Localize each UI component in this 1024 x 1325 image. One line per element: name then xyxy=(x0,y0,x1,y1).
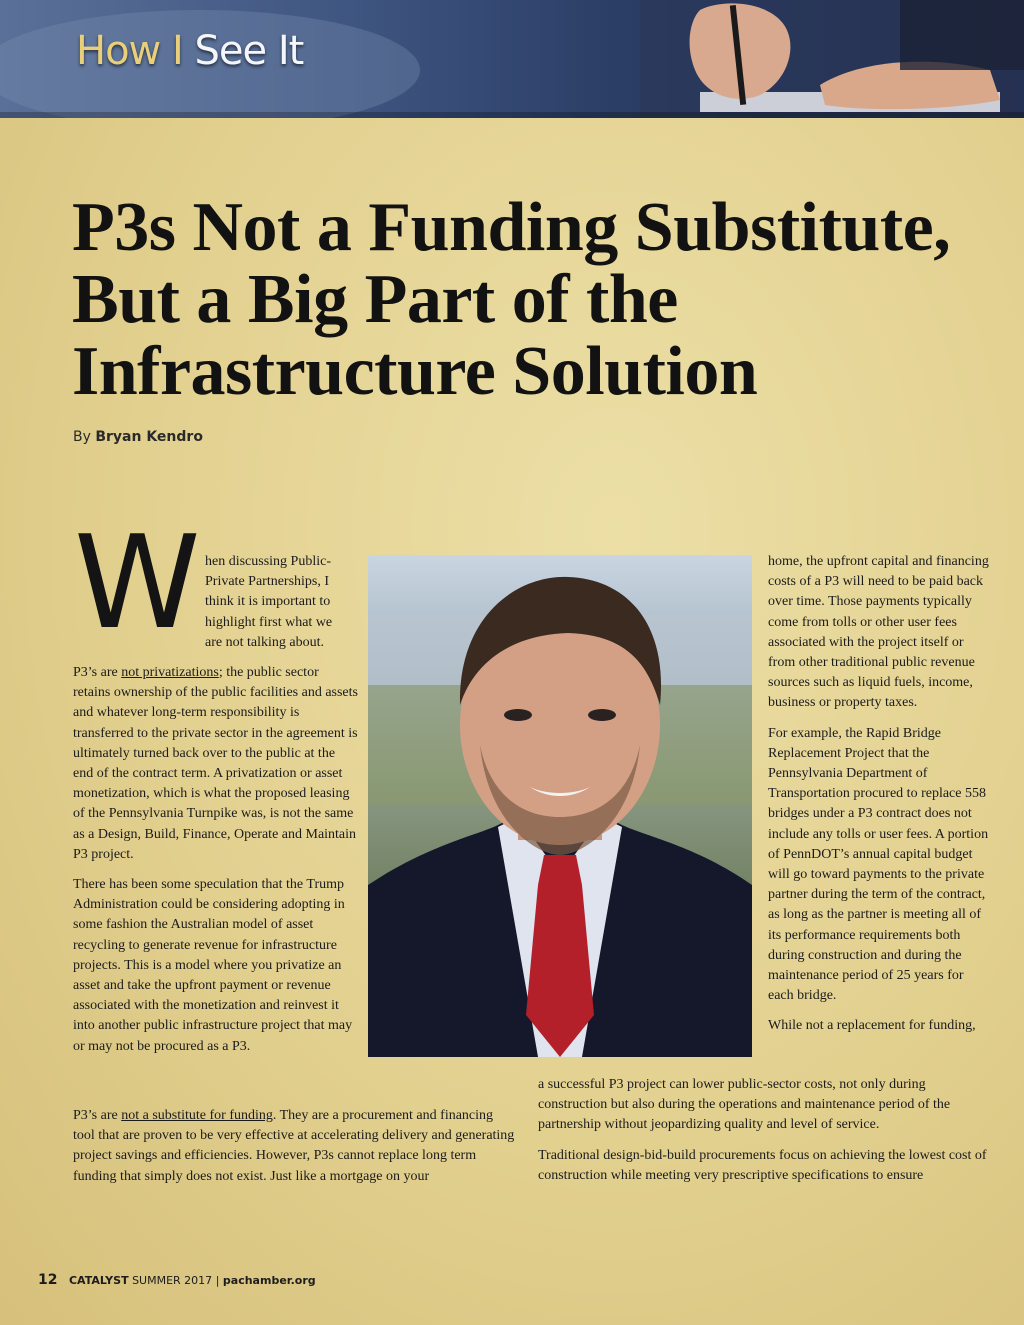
issue-date: SUMMER 2017 xyxy=(132,1274,213,1287)
paragraph-mortgage-continued: home, the upfront capital and financing costs of a P3 will need to be paid back over time. Those payments typically come from tolls or other user fees associated with the project itself or from other traditional public revenue sources such as liquid fuels, income, business or property taxes. xyxy=(768,554,989,711)
paragraph-not-substitute xyxy=(73,1106,518,1187)
author-name: Bryan Kendro xyxy=(95,429,203,445)
right-column xyxy=(768,552,990,1037)
left-column xyxy=(73,663,358,1067)
underlined-phrase: not a substitute for funding xyxy=(121,1108,273,1123)
text: P3’s are xyxy=(73,665,122,680)
paragraph-asset-recycling: There has been some speculation that the Trump Administration could be considering adopting in some fashion the Australian model of asset recycling to generate revenue for infrastructure projects. This is a model where you privatize an asset and take the upfront payment or revenue associated with the monetization and reinvest it into another public infrastructure project that may or may not be procured as a P3. xyxy=(73,877,353,1054)
footer-separator: | xyxy=(215,1274,220,1287)
text: . They are a procurement and financing tool that are proven to be very effective at accelerating delivery and generating project savings and efficiencies. However, P3s cannot replace long term funding that simply does not exist. Just like a mortgage on your xyxy=(73,1108,515,1184)
paragraph-design-bid-build: Traditional design-bid-build procurements focus on achieving the lowest cost of construction while meeting very prescriptive specifications to ensure xyxy=(538,1147,987,1183)
kicker-part-2: See It xyxy=(194,28,304,74)
header-banner xyxy=(0,0,1024,118)
underlined-phrase: not privatizations xyxy=(121,665,219,680)
intro-line: Private Partnerships, I xyxy=(205,574,330,590)
section-kicker xyxy=(76,28,303,74)
intro-paragraph xyxy=(205,552,365,653)
text: P3’s are xyxy=(73,1108,122,1123)
left-bottom-column xyxy=(73,1106,518,1197)
magazine-name: CATALYST xyxy=(68,1274,129,1287)
text: ; the public sector retains ownership of the public facilities and assets and whatever long-term responsibility is transferred to the private sector in the agreement is ultimately turned back over to the public at the end of the contract term. A privatization or asset monetization, which is what the proposed leasing of the Pennsylvania Turnpike was, is not the same as a Design, Build, Finance, Operate and Maintain P3 project. xyxy=(73,665,358,862)
paragraph-privatizations xyxy=(73,663,358,865)
byline-prefix: By xyxy=(73,429,91,445)
right-bottom-column xyxy=(538,1075,990,1196)
paragraph-rapid-bridge: For example, the Rapid Bridge Replacement Project that the Pennsylvania Department of Transportation procured to replace 558 bridges under a P3 contract does not include any tolls or user fees. A portion of PennDOT’s annual capital budget will go toward payments to the private partner during the term of the contract, as long as the partner is meeting all of its performance requirements both during construction and during the maintenance period of 25 years for each bridge. xyxy=(768,725,989,1004)
intro-line: highlight first what we xyxy=(205,614,333,630)
byline xyxy=(73,429,203,445)
headline-line-1: P3s Not a Funding Substitute, xyxy=(72,189,951,266)
intro-line: think it is important to xyxy=(205,594,331,610)
headline-line-2: But a Big Part of the xyxy=(72,261,678,338)
intro-line: hen discussing Public- xyxy=(205,554,331,569)
page-footer xyxy=(38,1272,316,1288)
author-photo xyxy=(368,555,752,1057)
page-number: 12 xyxy=(38,1272,58,1288)
drop-cap: W xyxy=(74,509,201,658)
paragraph-p3-savings: a successful P3 project can lower public-sector costs, not only during construction but also during the operations and maintenance period of the partnership without jeopardizing quality and level of service. xyxy=(538,1077,951,1133)
kicker-part-1: How I xyxy=(76,28,183,74)
article-headline xyxy=(72,189,992,410)
portrait-image xyxy=(368,555,752,1057)
intro-line: are not talking about. xyxy=(205,634,324,650)
paragraph-replacement-start: While not a replacement for funding, xyxy=(768,1018,976,1034)
website-link[interactable]: pachamber.org xyxy=(222,1274,316,1287)
headline-line-3: Infrastructure Solution xyxy=(72,333,758,410)
